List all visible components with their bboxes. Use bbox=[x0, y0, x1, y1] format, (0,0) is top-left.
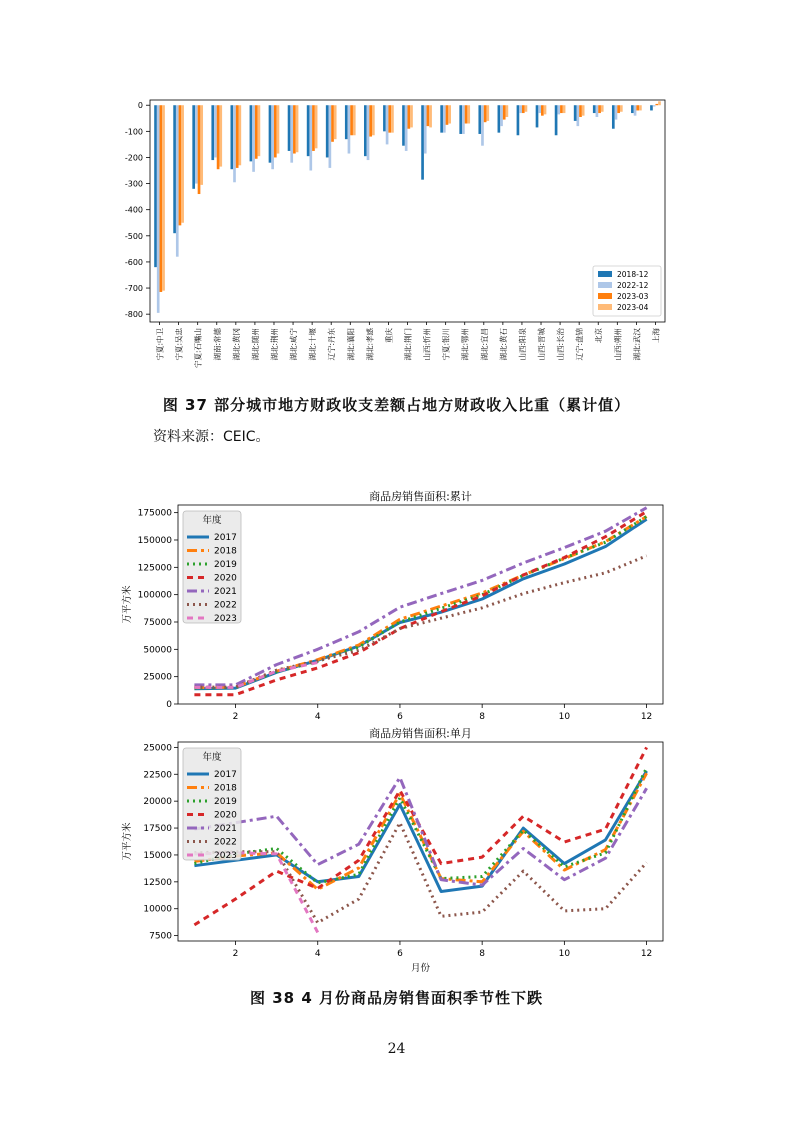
bar bbox=[386, 105, 389, 144]
bar bbox=[465, 105, 468, 123]
series-line bbox=[194, 773, 646, 889]
legend-label: 2023 bbox=[214, 851, 237, 861]
bar bbox=[192, 105, 195, 189]
legend-swatch bbox=[598, 282, 612, 288]
bar bbox=[612, 105, 615, 129]
bar bbox=[582, 105, 585, 115]
page-number: 24 bbox=[387, 1041, 406, 1057]
y-tick-label: -100 bbox=[124, 127, 143, 137]
bar bbox=[500, 105, 503, 126]
bar bbox=[636, 105, 639, 110]
bar bbox=[650, 105, 653, 110]
x-tick-label: 辽宁:盘锦 bbox=[575, 328, 585, 361]
y-tick-label: -800 bbox=[124, 310, 143, 320]
bar bbox=[236, 105, 239, 168]
bar bbox=[230, 105, 233, 169]
bar bbox=[503, 105, 506, 119]
y-tick-label: 100000 bbox=[137, 590, 172, 601]
legend-swatch bbox=[598, 304, 612, 310]
bar bbox=[462, 105, 465, 134]
x-axis-label: 月份 bbox=[410, 963, 431, 974]
bar bbox=[634, 105, 637, 115]
legend-label: 2019 bbox=[214, 797, 237, 807]
bar bbox=[198, 105, 201, 194]
bar bbox=[538, 105, 541, 113]
bar bbox=[405, 105, 408, 151]
bar bbox=[467, 105, 470, 123]
legend-label: 2022 bbox=[214, 837, 237, 848]
bar bbox=[517, 105, 520, 135]
bar bbox=[367, 105, 370, 160]
y-tick-label: 0 bbox=[166, 700, 172, 710]
bar bbox=[576, 105, 579, 126]
y-tick-label: 150000 bbox=[137, 535, 172, 546]
bar bbox=[176, 105, 179, 256]
y-tick-label: -500 bbox=[124, 231, 143, 241]
y-tick-label: 17500 bbox=[143, 824, 172, 835]
bar bbox=[402, 105, 405, 145]
bar bbox=[353, 105, 356, 135]
bar bbox=[481, 105, 484, 145]
bar bbox=[383, 105, 386, 131]
bar bbox=[506, 105, 509, 117]
x-tick-label: 2 bbox=[232, 949, 239, 959]
x-tick-label: 湖北:随州 bbox=[250, 328, 260, 361]
bar bbox=[181, 105, 184, 223]
series-line bbox=[194, 508, 646, 685]
figure-38-caption: 图 38 4 月份商品房销售面积季节性下跌 bbox=[250, 989, 543, 1007]
bar bbox=[307, 105, 310, 156]
y-tick-label: 125000 bbox=[137, 563, 172, 574]
legend-label: 2018 bbox=[214, 783, 237, 794]
legend-label: 2017 bbox=[214, 770, 237, 780]
bar bbox=[255, 105, 258, 159]
bar bbox=[290, 105, 293, 162]
x-tick-label: 湖北:孝感 bbox=[365, 328, 375, 361]
bar bbox=[350, 105, 353, 135]
x-tick-label: 宁夏:中卫 bbox=[155, 328, 165, 361]
legend-label: 2018-12 bbox=[617, 270, 649, 279]
bar bbox=[574, 105, 577, 121]
bar bbox=[446, 105, 449, 125]
x-tick-label: 湖北:咸宁 bbox=[289, 328, 299, 361]
x-tick-label: 山西:朔州 bbox=[613, 328, 623, 361]
x-tick-label: 6 bbox=[397, 949, 403, 959]
fiscal-gap-bar-chart bbox=[100, 92, 680, 382]
bar bbox=[620, 105, 623, 112]
housing-sales-line-charts bbox=[110, 482, 680, 977]
bar bbox=[364, 105, 367, 156]
y-tick-label: 175000 bbox=[137, 508, 172, 519]
bar bbox=[296, 105, 299, 152]
bar bbox=[274, 105, 277, 157]
x-tick-label: 湖南:常德 bbox=[212, 328, 222, 361]
x-tick-label: 10 bbox=[558, 712, 571, 722]
bar bbox=[179, 105, 182, 225]
bar bbox=[555, 105, 558, 135]
figure-37-caption: 图 37 部分城市地方财政收支差额占地方财政收入比重（累计值） bbox=[162, 396, 631, 414]
bar bbox=[408, 105, 411, 129]
bar bbox=[252, 105, 255, 172]
bar bbox=[541, 105, 544, 115]
bar bbox=[154, 105, 157, 267]
bar bbox=[522, 105, 525, 113]
bar bbox=[658, 101, 661, 105]
bar bbox=[424, 105, 427, 153]
x-tick-label: 12 bbox=[640, 712, 653, 722]
y-tick-label: 15000 bbox=[143, 850, 172, 861]
bar bbox=[331, 105, 334, 142]
y-tick-label: -700 bbox=[124, 284, 143, 294]
x-tick-label: 湖北:黄石 bbox=[498, 328, 508, 361]
bar bbox=[326, 105, 329, 157]
bar bbox=[219, 105, 222, 166]
bar bbox=[525, 105, 528, 112]
bar bbox=[233, 105, 236, 182]
bar bbox=[563, 105, 566, 113]
bar bbox=[478, 105, 481, 134]
series-line bbox=[194, 519, 646, 689]
x-tick-label: 山西:长治 bbox=[556, 328, 566, 361]
series-line bbox=[194, 556, 646, 687]
bar bbox=[536, 105, 539, 127]
bar bbox=[211, 105, 214, 160]
bar bbox=[372, 105, 375, 135]
bar bbox=[391, 105, 394, 132]
y-tick-label: -400 bbox=[124, 205, 143, 215]
x-tick-label: 10 bbox=[558, 949, 571, 959]
bar bbox=[277, 105, 280, 153]
bar bbox=[173, 105, 176, 233]
legend-swatch bbox=[598, 271, 612, 277]
y-tick-label: -300 bbox=[124, 179, 143, 189]
x-tick-label: 辽宁:丹东 bbox=[327, 328, 337, 361]
x-tick-label: 湖北:鄂州 bbox=[460, 328, 470, 361]
series-line bbox=[194, 771, 646, 892]
bar bbox=[345, 105, 348, 139]
bar bbox=[459, 105, 462, 134]
x-tick-label: 湖北:荆州 bbox=[269, 328, 279, 361]
x-tick-label: 8 bbox=[479, 949, 486, 959]
bar bbox=[486, 105, 489, 121]
bar bbox=[348, 105, 351, 153]
legend-label: 2022 bbox=[214, 600, 237, 611]
chart-title: 商品房销售面积:单月 bbox=[369, 727, 472, 740]
legend-label: 2022-12 bbox=[617, 281, 649, 290]
legend-label: 2018 bbox=[214, 546, 237, 557]
bar bbox=[560, 105, 563, 113]
bar bbox=[601, 105, 604, 112]
x-tick-label: 重庆 bbox=[384, 328, 394, 343]
bar bbox=[617, 105, 620, 113]
y-tick-label: 25000 bbox=[143, 672, 172, 683]
x-tick-label: 上海 bbox=[651, 328, 661, 343]
bar bbox=[329, 105, 332, 168]
bar bbox=[315, 105, 318, 148]
bar bbox=[557, 105, 560, 114]
y-axis-label: 万平方米 bbox=[122, 585, 133, 624]
x-tick-label: 宁夏:吴忠 bbox=[174, 328, 184, 361]
x-tick-label: 湖北:襄阳 bbox=[346, 328, 356, 361]
bar bbox=[410, 105, 413, 127]
y-tick-label: 0 bbox=[137, 101, 143, 111]
bar bbox=[544, 105, 547, 114]
legend-label: 2020 bbox=[214, 810, 237, 821]
bar bbox=[288, 105, 291, 151]
bar bbox=[200, 105, 203, 185]
bar bbox=[639, 105, 642, 110]
y-tick-label: 75000 bbox=[143, 617, 172, 628]
bar bbox=[443, 105, 446, 132]
x-tick-label: 湖北:黄冈 bbox=[231, 328, 241, 361]
legend-label: 2017 bbox=[214, 533, 237, 543]
bar bbox=[598, 105, 601, 113]
bar bbox=[271, 105, 274, 169]
bar bbox=[388, 105, 391, 132]
y-tick-label: 7500 bbox=[149, 931, 172, 942]
x-tick-label: 北京 bbox=[594, 328, 604, 343]
bar bbox=[162, 105, 165, 290]
legend-label: 2023-04 bbox=[617, 303, 649, 312]
y-tick-label: 12500 bbox=[143, 877, 172, 888]
x-tick-label: 宁夏:石嘴山 bbox=[193, 328, 203, 369]
y-tick-label: -200 bbox=[124, 153, 143, 163]
bar bbox=[631, 105, 634, 113]
bar bbox=[655, 104, 658, 105]
bar bbox=[195, 105, 198, 183]
y-tick-label: 25000 bbox=[143, 743, 172, 754]
y-tick-label: 22500 bbox=[143, 770, 172, 781]
x-tick-label: 山西:忻州 bbox=[422, 328, 432, 361]
x-tick-label: 湖北:荆门 bbox=[403, 328, 413, 361]
bar bbox=[498, 105, 501, 132]
bar bbox=[217, 105, 220, 169]
x-tick-label: 湖北:宜昌 bbox=[479, 328, 489, 361]
x-tick-label: 8 bbox=[479, 712, 486, 722]
bar bbox=[250, 105, 253, 161]
bar bbox=[293, 105, 296, 153]
bar bbox=[484, 105, 487, 122]
bar bbox=[427, 105, 430, 126]
bar bbox=[309, 105, 312, 170]
legend-label: 2020 bbox=[214, 573, 237, 584]
bar bbox=[519, 105, 522, 113]
y-tick-label: 20000 bbox=[143, 797, 172, 808]
legend-label: 2023 bbox=[214, 614, 237, 624]
legend-title: 年度 bbox=[202, 515, 222, 526]
bar bbox=[269, 105, 272, 162]
bar bbox=[653, 105, 656, 106]
bar bbox=[160, 105, 163, 292]
x-tick-label: 宁夏:银川 bbox=[441, 328, 451, 361]
x-tick-label: 山西:晋城 bbox=[537, 328, 547, 361]
bar bbox=[214, 105, 217, 157]
bar bbox=[369, 105, 372, 136]
legend-label: 2021 bbox=[214, 824, 237, 834]
bar bbox=[596, 105, 599, 117]
x-tick-label: 湖北:十堰 bbox=[308, 328, 318, 361]
legend-label: 2021 bbox=[214, 587, 237, 597]
y-tick-label: 50000 bbox=[143, 645, 172, 656]
x-tick-label: 12 bbox=[640, 949, 653, 959]
bar bbox=[157, 105, 160, 313]
series-line bbox=[194, 512, 646, 695]
legend-title: 年度 bbox=[202, 752, 222, 763]
bar bbox=[421, 105, 424, 179]
legend-label: 2019 bbox=[214, 560, 237, 570]
bar bbox=[579, 105, 582, 117]
y-tick-label: 10000 bbox=[143, 904, 172, 915]
x-tick-label: 4 bbox=[314, 949, 321, 959]
plot-frame bbox=[178, 505, 663, 704]
y-tick-label: -600 bbox=[124, 257, 143, 267]
x-tick-label: 6 bbox=[397, 712, 403, 722]
bar bbox=[440, 105, 443, 132]
legend-swatch bbox=[598, 293, 612, 299]
chart-title: 商品房销售面积:累计 bbox=[369, 490, 472, 503]
bar bbox=[593, 105, 596, 113]
x-tick-label: 4 bbox=[314, 712, 321, 722]
x-tick-label: 山西:阳泉 bbox=[517, 328, 527, 361]
x-tick-label: 2 bbox=[232, 712, 239, 722]
y-axis-label: 万平方米 bbox=[122, 822, 133, 861]
bar bbox=[258, 105, 261, 156]
figure-37-source: 资料来源：CEIC。 bbox=[153, 429, 270, 445]
bar bbox=[429, 105, 432, 127]
x-tick-label: 湖北:武汉 bbox=[632, 328, 642, 361]
plot-frame bbox=[178, 742, 663, 941]
bar bbox=[615, 105, 618, 119]
bar bbox=[312, 105, 315, 151]
legend-label: 2023-03 bbox=[617, 292, 649, 301]
bar bbox=[334, 105, 337, 139]
bar bbox=[239, 105, 242, 165]
bar bbox=[448, 105, 451, 123]
